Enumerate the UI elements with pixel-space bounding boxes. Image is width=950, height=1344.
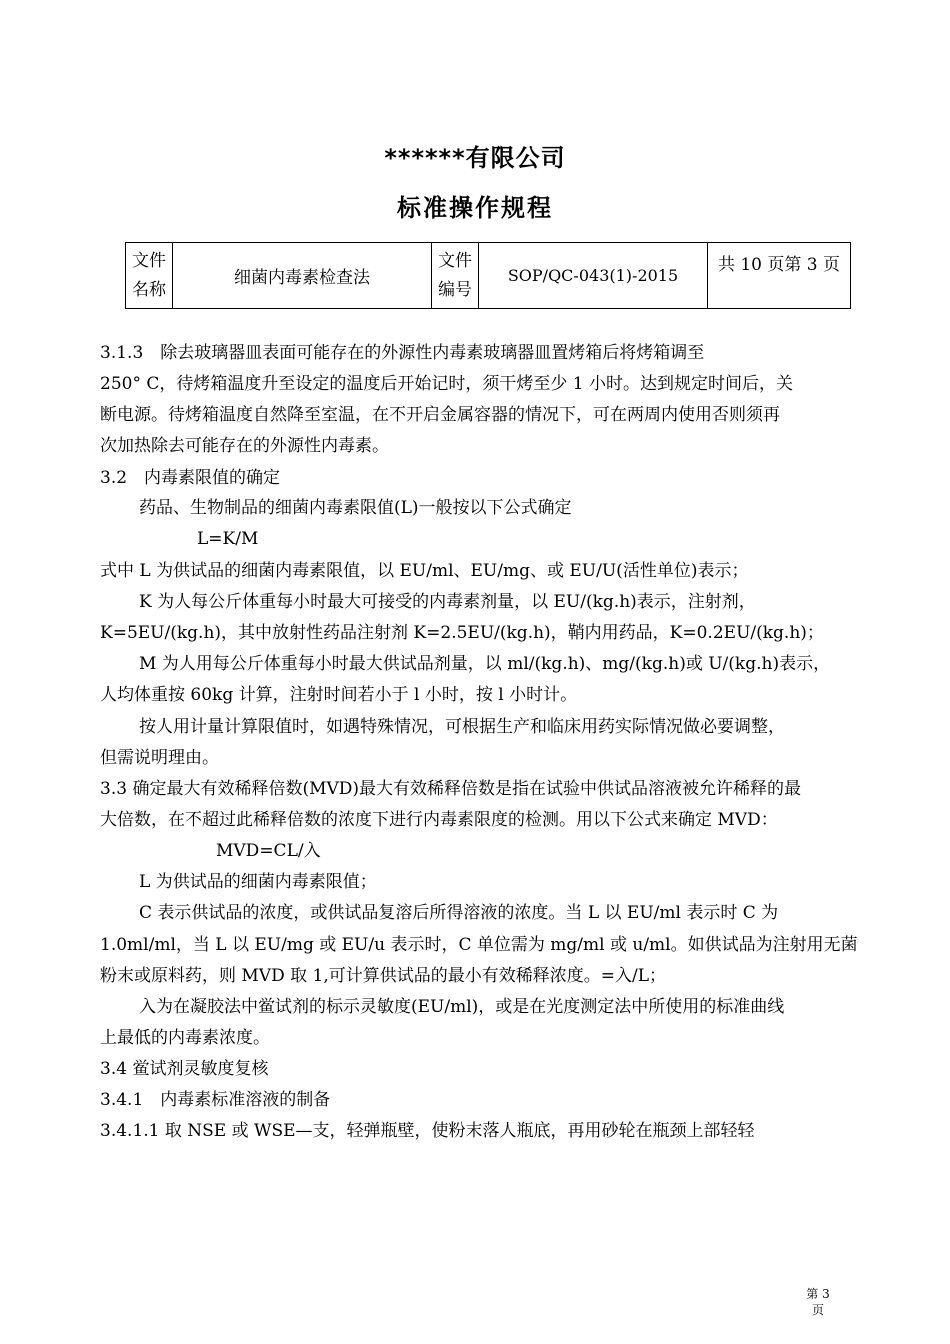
document-type-title: 标准操作规程 [397, 194, 553, 222]
body-line: 250° C，待烤箱温度升至设定的温度后开始记时，须干烤至少 1 小时。达到规定时间后，关 [100, 374, 793, 394]
footer-page-suffix: 页 [811, 1303, 824, 1317]
section-heading: 3.3 确定最大有效稀释倍数(MVD)最大有效稀释倍数是指在试验中供试品溶液被允许稀释的最 [100, 779, 802, 799]
body-line: 按人用计量计算限值时，如遇特殊情况，可根据生产和临床用药实际情况做必要调整， [139, 717, 785, 737]
body-line: K 为人每公斤体重每小时最大可接受的内毒素剂量，以 EU/(kg.h)表示，注射剂， [139, 592, 756, 612]
document-header-table [125, 242, 851, 309]
body-line: 3.1.3 除去玻璃器皿表面可能存在的外源性内毒素玻璃器皿置烤箱后将烤箱调至 [100, 343, 705, 363]
body-line: 次加热除去可能存在的外源性内毒素。 [100, 436, 389, 456]
body-line: 断电源。待烤箱温度自然降至室温，在不开启金属容器的情况下，可在两周内使用否则须再 [100, 405, 780, 425]
body-line: 但需说明理由。 [100, 748, 219, 768]
section-heading: 3.2 内毒素限值的确定 [100, 468, 281, 488]
body-line: 上最低的内毒素浓度。 [100, 1028, 270, 1048]
body-line: 式中 L 为供试品的细菌内毒素限值，以 EU/ml、EU/mg、或 EU/U(活性单位)表示； [100, 561, 749, 581]
body-line: 药品、生物制品的细菌内毒素限值(L)一般按以下公式确定 [139, 498, 572, 518]
file-code-value: SOP/QC-043(1)-2015 [479, 243, 708, 309]
body-line: 入为在凝胶法中鲎试剂的标示灵敏度(EU/ml)，或是在光度测定法中所使用的标准曲线 [139, 997, 785, 1017]
footer-page-number: 第 3 [806, 1287, 830, 1301]
body-line: K=5EU/(kg.h)，其中放射性药品注射剂 K=2.5EU/(kg.h)，鞘内用药品，K=0.2EU/(kg.h)； [100, 623, 824, 643]
body-line: 人均体重按 60kg 计算，注射时间若小于 l 小时，按 l 小时计。 [100, 685, 578, 705]
body-line: 粉末或原料药，则 MVD 取 1,可计算供试品的最小有效稀释浓度。=入/L； [100, 966, 667, 986]
formula: L=K/M [197, 529, 259, 549]
company-name: ******有限公司 [384, 144, 566, 172]
file-name-value: 细菌内毒素检查法 [173, 243, 432, 309]
body-line: 1.0ml/ml，当 L 以 EU/mg 或 EU/u 表示时，C 单位需为 mg/ml 或 u/ml。如供试品为注射用无菌 [100, 935, 858, 955]
body-line: C 表示供试品的浓度，或供试品复溶后所得溶液的浓度。当 L 以 EU/ml 表示时 C 为 [139, 903, 779, 923]
page-info: 共 10 页第 3 页 [708, 243, 851, 309]
file-code-label: 文件 编号 [432, 243, 479, 309]
body-line: M 为人用每公斤体重每小时最大供试品剂量，以 ml/(kg.h)、mg/(kg.h)或 U/(kg.h)表示， [139, 654, 831, 674]
formula: MVD=CL/入 [216, 841, 321, 861]
body-line: 3.4.1.1 取 NSE 或 WSE—支，轻弹瓶壁，使粉末落人瓶底，再用砂轮在瓶颈上部轻轻 [100, 1121, 755, 1141]
body-line: L 为供试品的细菌内毒素限值； [139, 872, 377, 892]
file-name-label: 文件 名称 [126, 243, 173, 309]
section-heading: 3.4 鲎试剂灵敏度复核 [100, 1059, 269, 1079]
section-heading: 3.4.1 内毒素标准溶液的制备 [100, 1090, 331, 1110]
body-line: 大倍数，在不超过此稀释倍数的浓度下进行内毒素限度的检测。用以下公式来确定 MVD： [100, 810, 778, 830]
page-footer [806, 1286, 830, 1318]
